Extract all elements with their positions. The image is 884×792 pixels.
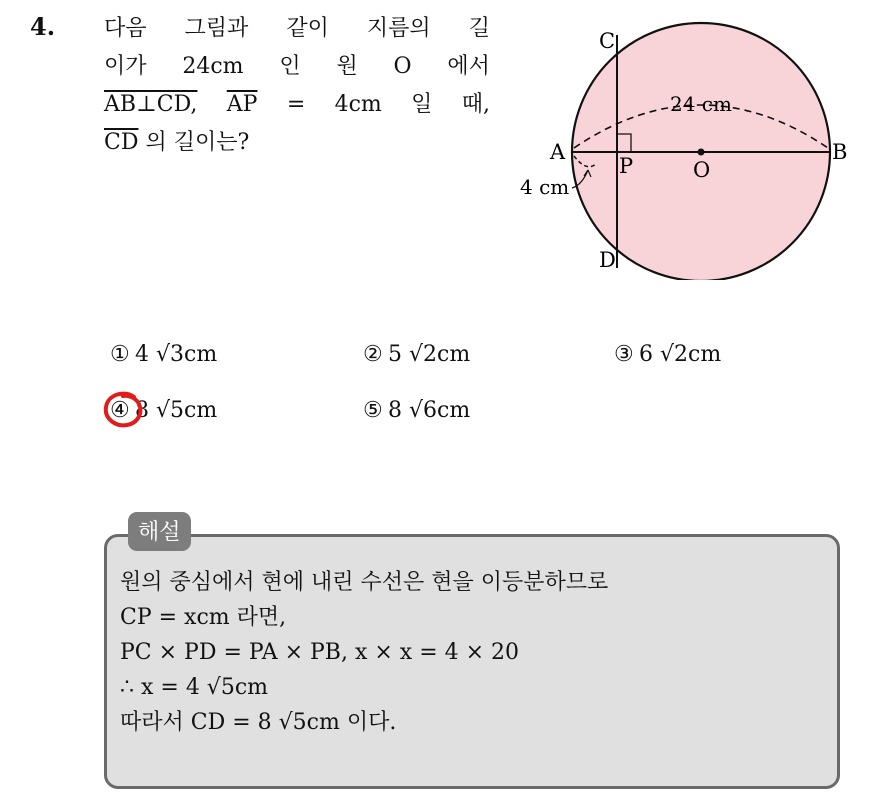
question-line-3 xyxy=(104,86,490,124)
choice-mark: ② xyxy=(363,342,383,367)
solution-body xyxy=(120,565,608,740)
label-p: P xyxy=(619,154,634,178)
solution-tag: 해설 xyxy=(128,512,191,551)
label-ap: 4 cm xyxy=(520,175,570,199)
choice-3[interactable] xyxy=(614,342,721,367)
choice-text: 4 √3cm xyxy=(135,342,218,367)
label-o: O xyxy=(693,158,711,182)
question-line-2 xyxy=(104,48,490,86)
segment-cd: $\overline{CD}$ xyxy=(104,130,139,155)
word: 24cm xyxy=(182,54,244,79)
word: 같이 xyxy=(286,16,329,41)
solution-line-4: ∴ x = 4 √5cm xyxy=(120,675,269,700)
solution-line-2: CP = xcm 라면, xyxy=(120,605,287,630)
segment-ab-cd: AB⊥CD, xyxy=(104,92,198,117)
question-line-4 xyxy=(104,124,490,162)
label-d: D xyxy=(599,248,616,272)
word: 에서 xyxy=(447,54,490,79)
choice-text: 8 √6cm xyxy=(388,398,471,423)
question-number: 4. xyxy=(30,12,56,41)
choice-text: 6 √2cm xyxy=(639,342,722,367)
word: 길 xyxy=(468,16,490,41)
label-b: B xyxy=(832,140,848,164)
choice-mark: ⑤ xyxy=(363,398,383,423)
word: 때, xyxy=(461,92,490,117)
word: 원 xyxy=(336,54,358,79)
word: O xyxy=(393,54,412,79)
word: 다음 xyxy=(104,16,147,41)
solution-line-3: PC × PD = PA × PB, x × x = 4 × 20 xyxy=(120,640,520,665)
center-point xyxy=(698,149,705,156)
circle-figure xyxy=(510,20,870,280)
word: 이가 xyxy=(104,54,147,79)
label-c: C xyxy=(599,29,616,53)
selected-answer-circle-icon xyxy=(103,391,145,429)
word: 의 길이는? xyxy=(145,130,250,155)
choice-mark: ④ xyxy=(110,398,130,423)
word: 인 xyxy=(279,54,301,79)
choice-mark: ① xyxy=(110,342,130,367)
word: 그림과 xyxy=(184,16,249,41)
word: = xyxy=(286,92,306,117)
label-a: A xyxy=(550,140,566,164)
choice-text: 5 √2cm xyxy=(388,342,471,367)
word: 일 xyxy=(411,92,433,117)
choice-text: 8 √5cm xyxy=(135,398,218,423)
choice-1[interactable] xyxy=(110,342,217,367)
choice-5[interactable] xyxy=(363,398,470,423)
choice-mark: ③ xyxy=(614,342,634,367)
solution-line-1: 원의 중심에서 현에 내린 수선은 현을 이등분하므로 xyxy=(120,570,609,595)
word: 4cm xyxy=(334,92,382,117)
choice-2[interactable] xyxy=(363,342,470,367)
question-line-1 xyxy=(104,10,490,48)
solution-line-5: 따라서 CD = 8 √5cm 이다. xyxy=(120,710,397,735)
label-diameter: 24 cm xyxy=(670,92,732,116)
word: 지름의 xyxy=(366,16,431,41)
question-text xyxy=(104,10,490,162)
segment-ap: $\overline{AP}$ xyxy=(226,92,258,117)
